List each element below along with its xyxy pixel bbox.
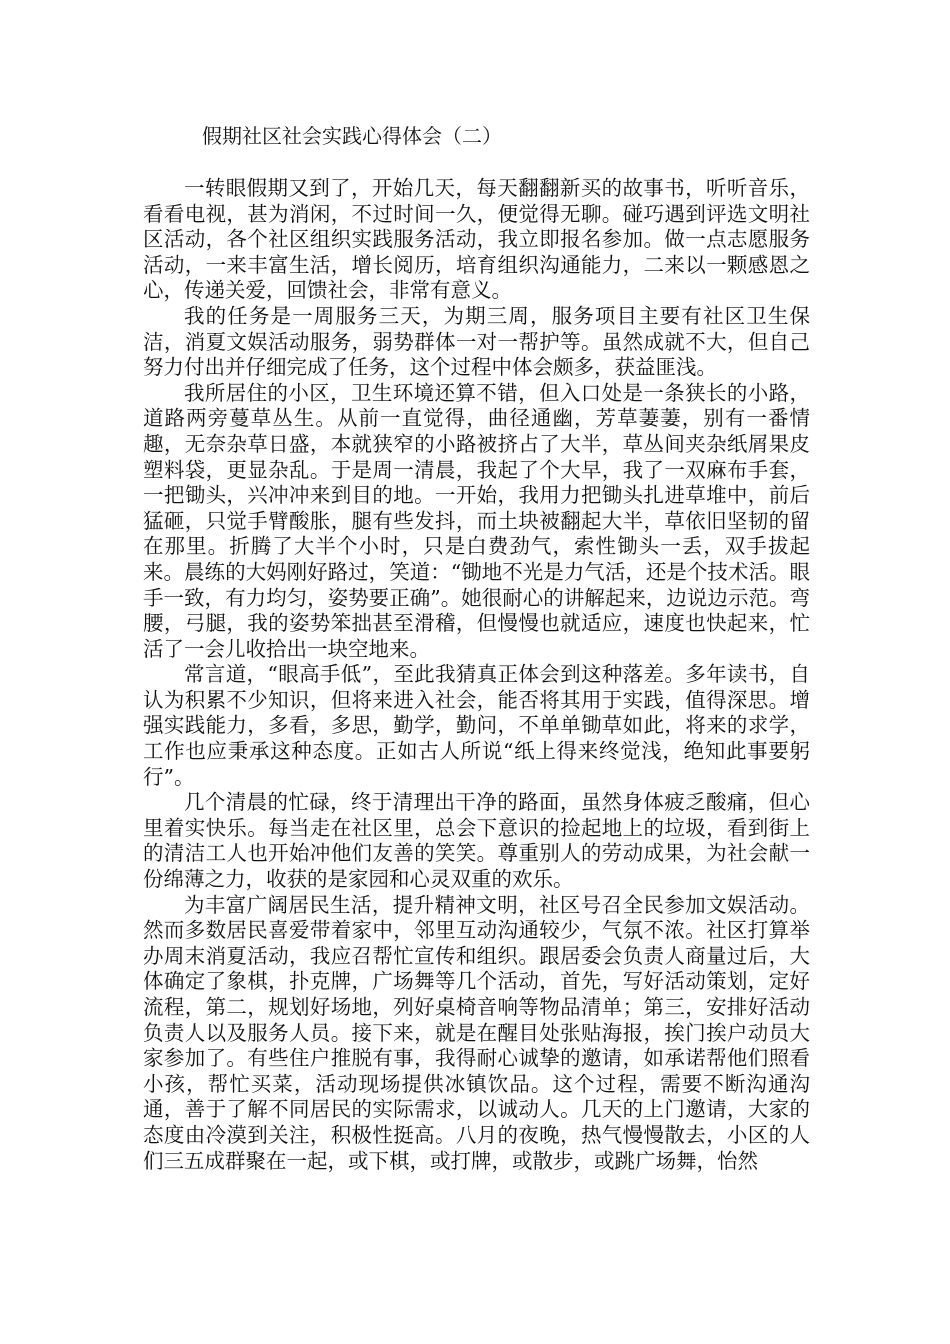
- paragraph: 几个清晨的忙碌，终于清理出干净的路面，虽然身体疲乏酸痛，但心里着实快乐。每当走在社区里，总会下意识的捡起地上的垃圾，看到街上的清洁工人也开始冲他们友善的笑笑。尊重别人的劳动成果，为社会献一份绵薄之力，收获的是家园和心灵双重的欢乐。: [143, 790, 810, 892]
- document-body: [143, 176, 810, 1174]
- paragraph: 我所居住的小区，卫生环境还算不错，但入口处是一条狭长的小路，道路两旁蔓草丛生。从前一直觉得，曲径通幽，芳草萋萋，别有一番情趣，无奈杂草日盛，本就狭窄的小路被挤占了大半，草丛间夹杂纸屑果皮塑料袋，更显杂乱。于是周一清晨，我起了个大早，我了一双麻布手套，一把锄头，兴冲冲来到目的地。一开始，我用力把锄头扎进草堆中，前后猛砸，只觉手臂酸胀，腿有些发抖，而土块被翻起大半，草依旧坚韧的留在那里。折腾了大半个小时，只是白费劲气，索性锄头一丢，双手拔起来。晨练的大妈刚好路过，笑道：“锄地不光是力气活，还是个技术活。眼手一致，有力均匀，姿势要正确”。她很耐心的讲解起来，边说边示范。弯腰，弓腿，我的姿势笨拙甚至滑稽，但慢慢也就适应，速度也快起来，忙活了一会儿收拾出一块空地来。: [143, 380, 810, 661]
- paragraph: 一转眼假期又到了，开始几天，每天翻翻新买的故事书，听听音乐，看看电视，甚为消闲，不过时间一久，便觉得无聊。碰巧遇到评选文明社区活动，各个社区组织实践服务活动，我立即报名参加。做一点志愿服务活动，一来丰富生活，增长阅历，培育组织沟通能力，二来以一颗感恩之心，传递关爱，回馈社会，非常有意义。: [143, 176, 810, 303]
- paragraph: 为丰富广阔居民生活，提升精神文明，社区号召全民参加文娱活动。然而多数居民喜爱带着家中，邻里互动沟通较少，气氛不浓。社区打算举办周末消夏活动，我应召帮忙宣传和组织。跟居委会负责人商量过后，大体确定了象棋，扑克牌，广场舞等几个活动，首先，写好活动策划，定好流程，第二，规划好场地，列好桌椅音响等物品清单；第三，安排好活动负责人以及服务人员。接下来，就是在醒目处张贴海报，挨门挨户动员大家参加了。有些住户推脱有事，我得耐心诚挚的邀请，如承诺帮他们照看小孩，帮忙买菜，活动现场提供冰镇饮品。这个过程，需要不断沟通沟通，善于了解不同居民的实际需求，以诚动人。几天的上门邀请，大家的态度由冷漠到关注，积极性挺高。八月的夜晚，热气慢慢散去，小区的人们三五成群聚在一起，或下棋，或打牌，或散步，或跳广场舞，怡然: [143, 892, 810, 1173]
- paragraph: 我的任务是一周服务三天，为期三周，服务项目主要有社区卫生保洁，消夏文娱活动服务，弱势群体一对一帮护等。虽然成就不大，但自己努力付出并仔细完成了任务，这个过程中体会颇多，获益匪浅。: [143, 303, 810, 380]
- paragraph: 常言道，“眼高手低”，至此我猜真正体会到这种落差。多年读书，自认为积累不少知识，但将来进入社会，能否将其用于实践，值得深思。增强实践能力，多看，多思，勤学，勤问，不单单锄草如此，将来的求学，工作也应秉承这种态度。正如古人所说“纸上得来终觉浅，绝知此事要躬行”。: [143, 662, 810, 789]
- document-title: 假期社区社会实践心得体会（二）: [202, 124, 502, 148]
